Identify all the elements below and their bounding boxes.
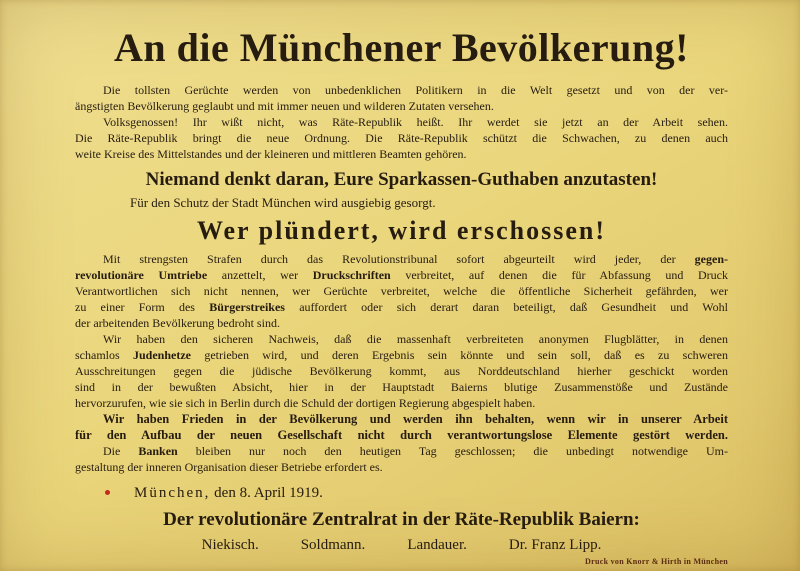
date-line xyxy=(105,483,728,503)
text-segment: Mit strengsten Strafen durch das Revolutionstribunal sofort abgeurteilt wird jeder, der xyxy=(103,251,695,266)
text-segment: Die xyxy=(103,443,139,458)
text-segment: gestaltung der inneren Organisation dieser Betriebe erfordert es. xyxy=(75,459,383,474)
red-mark-icon xyxy=(105,490,110,495)
printer-imprint: Druck von Knorr & Hirth in München xyxy=(585,557,728,566)
text-segment: getrieben wird, und deren Ergebnis sein könnte und sein soll, daß es zu schweren xyxy=(191,347,728,362)
text-line xyxy=(75,283,728,299)
heading-pluendert: Wer plündert, wird erschossen! xyxy=(196,215,607,245)
paragraph-frieden xyxy=(75,411,728,443)
text-line xyxy=(75,331,728,347)
text-segment: Ausschreitungen gegen die jüdische Bevölkerung kommt, aus Norddeutschland hierher geschickt worden xyxy=(75,363,728,378)
text-segment: Druckschriften xyxy=(312,267,391,282)
text-line xyxy=(75,347,728,363)
text-segment: revolutionäre Umtriebe xyxy=(75,267,208,282)
paragraph-rumors xyxy=(75,82,728,114)
signatories-row xyxy=(75,536,728,554)
text-line xyxy=(75,443,728,459)
line-schutz: Für den Schutz der Stadt München wird ausgiebig gesorgt. xyxy=(130,194,436,210)
text-segment: Wir haben den sicheren Nachweis, daß die massenhaft verbreiteten anonymen Flugblätter, in denen xyxy=(103,331,728,346)
text-line xyxy=(75,427,728,443)
date-city: München, xyxy=(134,484,211,501)
text-line xyxy=(75,251,728,267)
text-line xyxy=(75,146,728,162)
text-segment: gegen- xyxy=(694,251,728,266)
text-line xyxy=(75,130,728,146)
text-segment: ängstigten Bevölkerung geglaubt und mit immer neuen und wilderen Zutaten versehen. xyxy=(75,99,494,113)
paragraph-banken xyxy=(75,443,728,475)
poster-title: An die Münchener Bevölkerung! xyxy=(114,25,689,70)
text-segment: für den Aufbau der neuen Gesellschaft nicht durch verantwortungslose Elemente gestört werden. xyxy=(75,427,728,442)
text-segment: hervorzurufen, wie sie sich in Berlin durch die Schuld der dortigen Regierung abgespielt haben. xyxy=(75,395,536,410)
text-line xyxy=(75,411,728,427)
text-segment: Banken xyxy=(138,443,178,458)
text-line xyxy=(75,379,728,395)
text-line xyxy=(75,267,728,283)
paragraph-strafen xyxy=(75,251,728,331)
signatory-name: Soldmann. xyxy=(300,536,366,553)
text-line xyxy=(75,82,728,98)
text-line xyxy=(75,395,728,411)
paragraph-nachweis xyxy=(75,331,728,411)
text-segment: schamlos xyxy=(75,347,133,362)
signatory-name: Dr. Franz Lipp. xyxy=(508,536,602,553)
text-segment: Verantwortlichen sich nicht nennen, wer Gerüchte verbreitet, welche die öffentliche Sicherheit gefährden, wer xyxy=(75,283,728,298)
text-line xyxy=(75,98,728,114)
text-segment: weite Kreise des Mittelstandes und der kleineren und mittleren Beamten gehören. xyxy=(75,147,467,161)
text-segment: Judenhetze xyxy=(133,347,191,362)
text-line xyxy=(75,114,728,130)
date-rest: den 8. April 1919. xyxy=(210,484,323,501)
heading-sparkassen: Niemand denkt daran, Eure Sparkassen-Guthaben anzutasten! xyxy=(145,169,658,190)
text-segment: Wir haben Frieden in der Bevölkerung und werden ihn behalten, wenn wir in unserer Arbeit xyxy=(103,411,728,426)
text-line xyxy=(75,363,728,379)
text-line xyxy=(75,315,728,331)
text-line xyxy=(75,459,728,475)
text-segment: Die Räte-Republik bringt die neue Ordnung. Die Räte-Republik schützt die Schwachen, zu denen auch xyxy=(75,131,728,145)
text-segment: sind in der bewußten Absicht, hier in der Hauptstadt Baierns blutige Zusammenstöße und Zustände xyxy=(75,379,728,394)
text-segment: Die tollsten Gerüchte werden von unbedenklichen Politikern in die Welt gesetzt und von der ver- xyxy=(103,83,728,97)
text-segment: anzettelt, wer xyxy=(207,267,313,282)
text-segment: der arbeitenden Bevölkerung bedroht sind. xyxy=(75,315,280,330)
text-segment: verbreitet, auf denen die für Abfassung und Druck xyxy=(390,267,728,282)
signature-heading: Der revolutionäre Zentralrat in der Räte-Republik Baiern: xyxy=(163,508,640,530)
signatory-name: Niekisch. xyxy=(201,536,259,553)
paragraph-volksgenossen xyxy=(75,114,728,162)
text-segment: bleiben nur noch den heutigen Tag geschlossen; die unbedingt notwendige Um- xyxy=(177,443,729,458)
text-line xyxy=(75,299,728,315)
text-segment: zu einer Form des xyxy=(75,299,210,314)
text-segment: Bürgerstreikes xyxy=(209,299,285,314)
text-segment: Volksgenossen! Ihr wißt nicht, was Räte-Republik heißt. Ihr werdet sie jetzt an der Arbeit sehen. xyxy=(103,115,728,129)
text-segment: auffordert oder sich derart daran beteiligt, daß Gesundheit und Wohl xyxy=(284,299,728,314)
signatory-name: Landauer. xyxy=(407,536,467,553)
